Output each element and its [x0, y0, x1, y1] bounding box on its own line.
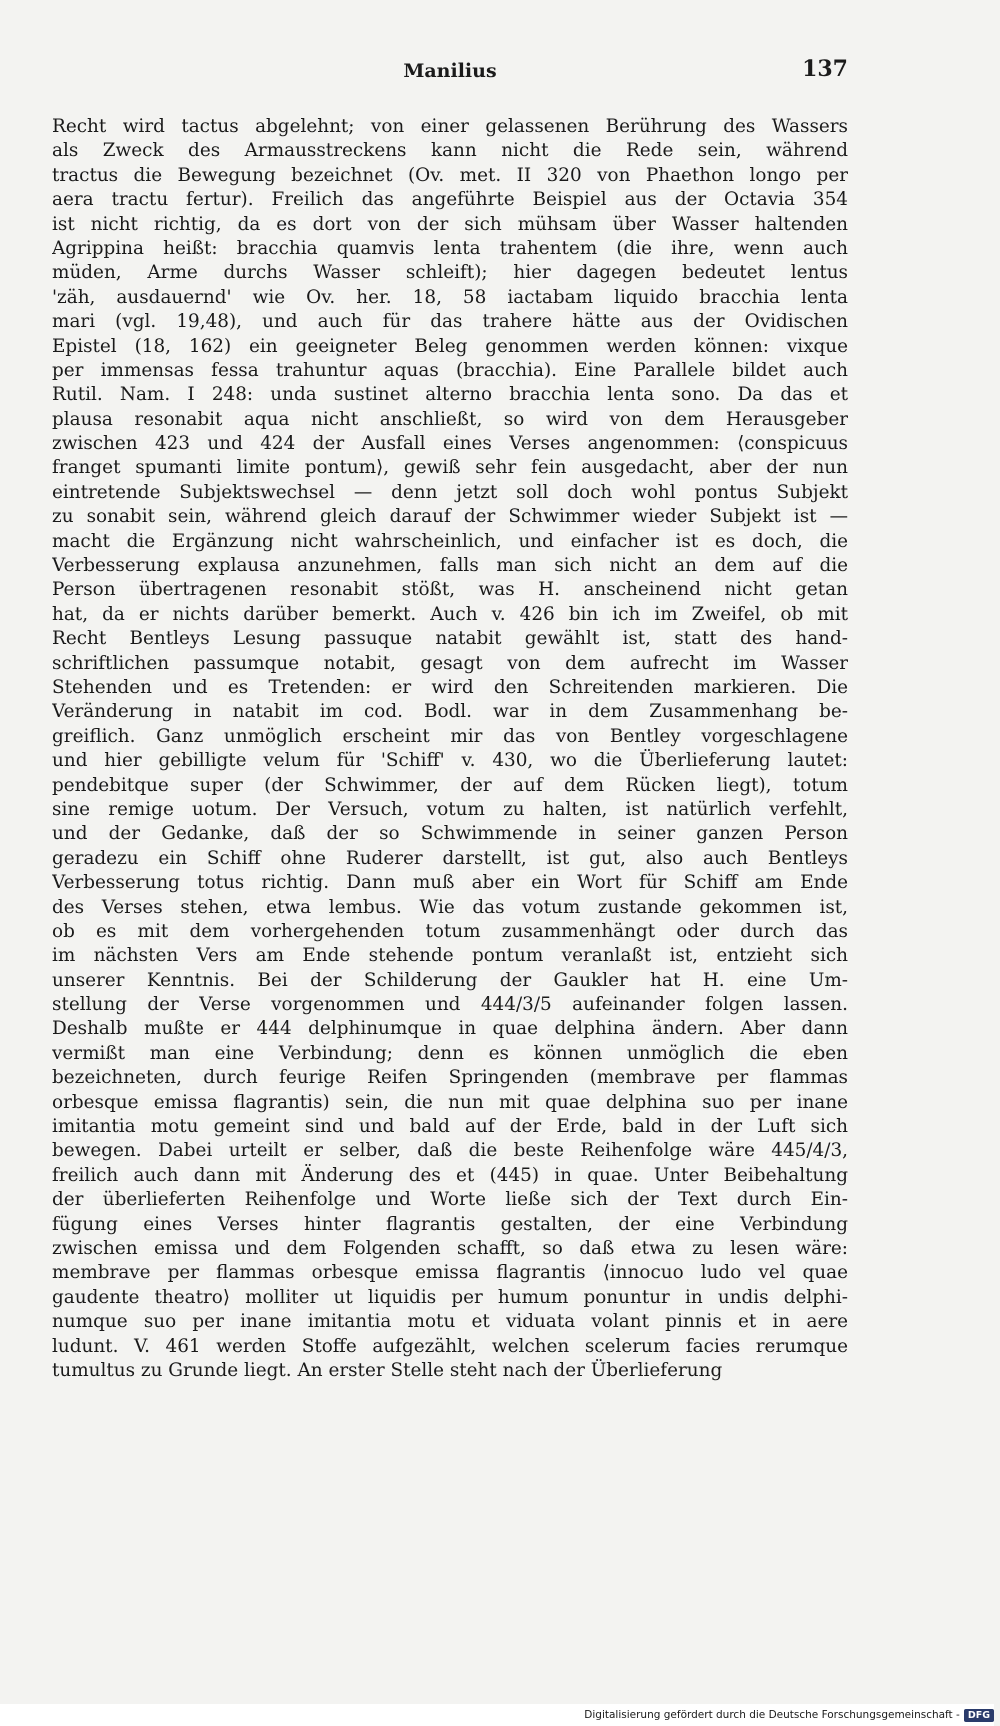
text-line: imitantia motu gemeint sind und bald auf der Erde, bald in der Luft sich: [52, 1116, 848, 1138]
text-line: als Zweck des Armausstreckens kann nicht die Rede sein, während: [52, 140, 848, 162]
funding-credit: Digitalisierung gefördert durch die Deutsche Forschungsgemeinschaft -: [584, 1709, 960, 1721]
body-text: [52, 115, 848, 1383]
text-line: pendebitque super (der Schwimmer, der auf dem Rücken liegt), totum: [52, 774, 848, 796]
text-line: und hier gebilligte velum für 'Schiff' v. 430, wo die Überlieferung lautet:: [52, 750, 848, 772]
text-line: freilich auch dann mit Änderung des et (445) in quae. Unter Beibehaltung: [52, 1164, 848, 1186]
text-line: Verbesserung totus richtig. Dann muß aber ein Wort für Schiff am Ende: [52, 872, 848, 894]
text-line: Agrippina heißt: bracchia quamvis lenta trahentem (die ihre, wenn auch: [52, 237, 848, 259]
text-line: franget spumanti limite pontum⟩, gewiß sehr fein ausgedacht, aber der nun: [52, 457, 848, 479]
dfg-logo: DFG: [964, 1709, 994, 1722]
text-line: aera tractu fertur). Freilich das angeführte Beispiel aus der Octavia 354: [52, 189, 848, 211]
text-line: Rutil. Nam. I 248: unda sustinet alterno bracchia lenta sono. Da das et: [52, 384, 848, 406]
text-line: 'zäh, ausdauernd' wie Ov. her. 18, 58 iactabam liquido bracchia lenta: [52, 286, 848, 308]
text-line: müden, Arme durchs Wasser schleift); hier dagegen bedeutet lentus: [52, 262, 848, 284]
text-line: und der Gedanke, daß der so Schwimmende in seiner ganzen Person: [52, 823, 848, 845]
text-line: bewegen. Dabei urteilt er selber, daß die beste Reihenfolge wäre 445/4/3,: [52, 1140, 848, 1162]
text-line: schriftlichen passumque notabit, gesagt von dem aufrecht im Wasser: [52, 652, 848, 674]
text-line: mari (vgl. 19,48), und auch für das trahere hätte aus der Ovidischen: [52, 311, 848, 333]
digitization-footer: [0, 1704, 994, 1726]
text-line: Recht wird tactus abgelehnt; von einer gelassenen Berührung des Wassers: [52, 116, 848, 137]
text-line: zwischen emissa und dem Folgenden schafft, so daß etwa zu lesen wäre:: [52, 1237, 848, 1259]
page-number: 137: [802, 56, 848, 82]
text-line: ob es mit dem vorhergehenden totum zusammenhängt oder durch das: [52, 920, 848, 942]
text-line: zu sonabit sein, während gleich darauf der Schwimmer wieder Subjekt ist —: [52, 506, 848, 528]
text-line: Stehenden und es Tretenden: er wird den Schreitenden markieren. Die: [52, 676, 848, 698]
text-line: unserer Kenntnis. Bei der Schilderung der Gaukler hat H. eine Um-: [52, 969, 848, 991]
text-line: Epistel (18, 162) ein geeigneter Beleg genommen werden können: vixque: [52, 335, 848, 357]
text-line: geradezu ein Schiff ohne Ruderer darstellt, ist gut, also auch Bentleys: [52, 847, 848, 869]
text-line: ludunt. V. 461 werden Stoffe aufgezählt, welchen scelerum facies rerumque: [52, 1335, 848, 1357]
running-header: [52, 56, 848, 88]
text-line: bezeichneten, durch feurige Reifen Springenden (membrave per flammas: [52, 1067, 848, 1089]
text-line: numque suo per inane imitantia motu et viduata volant pinnis et in aere: [52, 1311, 848, 1333]
text-line: macht die Ergänzung nicht wahrscheinlich, und einfacher ist es doch, die: [52, 530, 848, 552]
text-line: per immensas fessa trahuntur aquas (bracchia). Eine Parallele bildet auch: [52, 359, 848, 381]
text-line: Recht Bentleys Lesung passuque natabit gewählt ist, statt des hand-: [52, 628, 848, 650]
text-line: plausa resonabit aqua nicht anschließt, so wird von dem Herausgeber: [52, 408, 848, 430]
text-line: des Verses stehen, etwa lembus. Wie das votum zustande gekommen ist,: [52, 896, 848, 918]
text-line: tumultus zu Grunde liegt. An erster Stelle steht nach der Überlieferung: [52, 1359, 723, 1381]
text-line: eintretende Subjektswechsel — denn jetzt soll doch wohl pontus Subjekt: [52, 481, 848, 503]
text-line: im nächsten Vers am Ende stehende pontum veranlaßt ist, entzieht sich: [52, 945, 848, 967]
text-line: greiflich. Ganz unmöglich erscheint mir das von Bentley vorgeschlagene: [52, 725, 848, 747]
text-line: Person übertragenen resonabit stößt, was H. anscheinend nicht getan: [52, 579, 848, 601]
text-line: ist nicht richtig, da es dort von der sich mühsam über Wasser haltenden: [52, 213, 848, 235]
text-line: Veränderung in natabit im cod. Bodl. war in dem Zusammenhang be-: [52, 701, 848, 723]
text-line: hat, da er nichts darüber bemerkt. Auch v. 426 bin ich im Zweifel, ob mit: [52, 603, 848, 625]
text-line: Deshalb mußte er 444 delphinumque in quae delphina ändern. Aber dann: [52, 1018, 848, 1040]
text-line: sine remige uotum. Der Versuch, votum zu halten, ist natürlich verfehlt,: [52, 798, 848, 820]
text-line: tractus die Bewegung bezeichnet (Ov. met. II 320 von Phaethon longo per: [52, 164, 848, 186]
text-line: fügung eines Verses hinter flagrantis gestalten, der eine Verbindung: [52, 1213, 848, 1235]
running-title: Manilius: [403, 60, 497, 82]
text-line: membrave per flammas orbesque emissa flagrantis ⟨innocuo ludo vel quae: [52, 1262, 848, 1284]
text-line: der überlieferten Reihenfolge und Worte ließe sich der Text durch Ein-: [52, 1189, 848, 1211]
text-line: gaudente theatro⟩ molliter ut liquidis per humum ponuntur in undis delphi-: [52, 1286, 848, 1308]
text-line: stellung der Verse vorgenommen und 444/3/5 aufeinander folgen lassen.: [52, 994, 848, 1016]
text-line: Verbesserung explausa anzunehmen, falls man sich nicht an dem auf die: [52, 555, 848, 577]
text-line: vermißt man eine Verbindung; denn es können unmöglich die eben: [52, 1042, 848, 1064]
text-line: orbesque emissa flagrantis) sein, die nun mit quae delphina suo per inane: [52, 1091, 848, 1113]
text-line: zwischen 423 und 424 der Ausfall eines Verses angenommen: ⟨conspicuus: [52, 433, 848, 455]
